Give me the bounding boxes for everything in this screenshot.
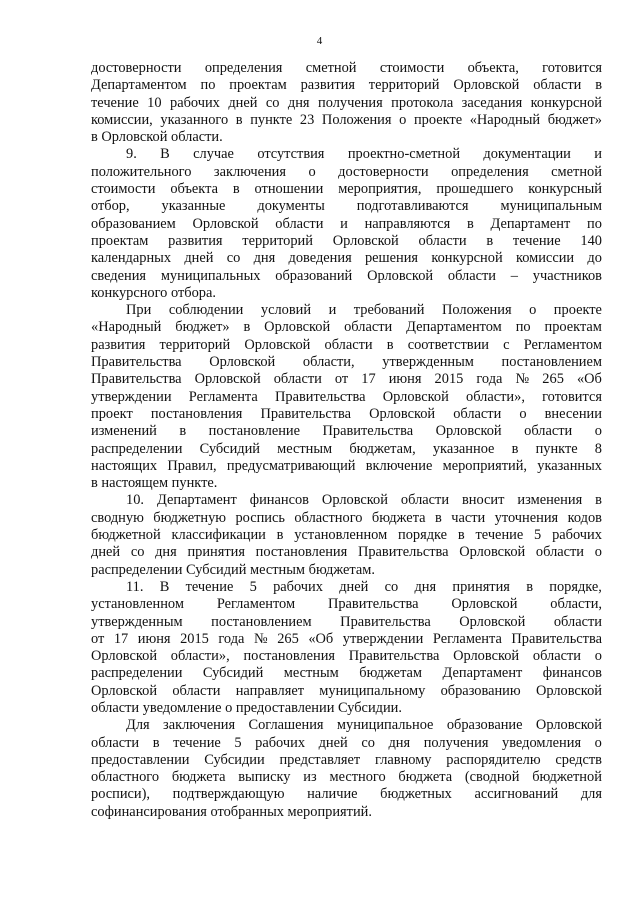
text-line: утвержденным постановлением Правительства Орловской области: [91, 613, 602, 630]
text-line: бюджетной классификации в установленном порядке в течение 5 рабочих: [91, 527, 602, 544]
text-line: изменений в постановление Правительства Орловской области о: [91, 423, 602, 440]
text-line: проект постановления Правительства Орловской области о внесении: [91, 405, 602, 422]
text-line: в настоящем пункте.: [91, 475, 218, 492]
text-line: области уведомление о предоставлении Субсидии.: [91, 699, 402, 716]
text-line: Правительства Орловской области, утвержденным постановлением: [91, 354, 602, 371]
text-line: календарных дней со дня доведения решения конкурсной комиссии до: [91, 250, 602, 267]
text-line: стоимости объекта в отношении мероприятия, прошедшего конкурсный: [91, 181, 602, 198]
text-line: Департаментом по проектам развития территорий Орловской области в: [91, 77, 602, 94]
text-line: сводную бюджетную роспись областного бюджета в части уточнения кодов: [91, 509, 602, 526]
text-line: течение 10 рабочих дней со дня получения протокола заседания конкурсной: [91, 94, 602, 111]
text-line: областного бюджета выписку из местного бюджета (сводной бюджетной: [91, 769, 602, 786]
text-line: утверждении Регламента Правительства Орловской области», готовится: [91, 388, 602, 405]
text-line: распределении Субсидий местным бюджетам Департамент финансов: [91, 665, 602, 682]
text-line: сведения муниципальных образований Орловской области – участников: [91, 267, 602, 284]
text-line: 10. Департамент финансов Орловской области вносит изменения в: [126, 492, 602, 509]
text-line: настоящих Правил, предусматривающий включение мероприятий, указанных: [91, 457, 602, 474]
text-line: от 17 июня 2015 года № 265 «Об утверждении Регламента Правительства: [91, 630, 602, 647]
text-line: При соблюдении условий и требований Положения о проекте: [126, 302, 602, 319]
text-line: росписи), подтверждающую наличие бюджетных ассигнований для: [91, 786, 602, 803]
page-number: 4: [316, 35, 323, 47]
text-line: софинансирования отобранных мероприятий.: [91, 803, 372, 820]
text-line: 11. В течение 5 рабочих дней со дня принятия в порядке,: [126, 578, 602, 595]
document-body: [91, 60, 602, 821]
text-line: «Народный бюджет» в Орловской области Департаментом по проектам: [91, 319, 602, 336]
text-line: дней со дня принятия постановления Правительства Орловской области о: [91, 544, 602, 561]
text-line: в Орловской области.: [91, 129, 223, 146]
text-line: образованием Орловской области и направляются в Департамент по: [91, 215, 602, 232]
text-line: Орловской области направляет муниципальному образованию Орловской: [91, 682, 602, 699]
text-line: Правительства Орловской области от 17 июня 2015 года № 265 «Об: [91, 371, 602, 388]
text-line: проектам развития территорий Орловской области в течение 140: [91, 232, 602, 249]
text-line: предоставлении Субсидии представляет главному распорядителю средств: [91, 751, 602, 768]
text-line: установленном Регламентом Правительства Орловской области,: [91, 596, 602, 613]
text-line: конкурсного отбора.: [91, 284, 216, 301]
text-line: развития территорий Орловской области в соответствии с Регламентом: [91, 336, 602, 353]
text-line: положительного заключения о достоверности определения сметной: [91, 163, 602, 180]
text-line: отбор, указанные документы подготавливаются муниципальным: [91, 198, 602, 215]
text-line: 9. В случае отсутствия проектно-сметной документации и: [126, 146, 602, 163]
text-line: области в течение 5 рабочих дней со дня получения уведомления о: [91, 734, 602, 751]
text-line: распределении Субсидий местным бюджетам, указанное в пункте 8: [91, 440, 602, 457]
text-line: Для заключения Соглашения муниципальное образование Орловской: [126, 717, 602, 734]
text-line: Орловской области», постановления Правительства Орловской области о: [91, 648, 602, 665]
text-line: комиссии, указанного в пункте 23 Положения о проекте «Народный бюджет»: [91, 111, 602, 128]
text-line: распределении Субсидий местным бюджетам.: [91, 561, 375, 578]
text-line: достоверности определения сметной стоимости объекта, готовится: [91, 60, 602, 76]
